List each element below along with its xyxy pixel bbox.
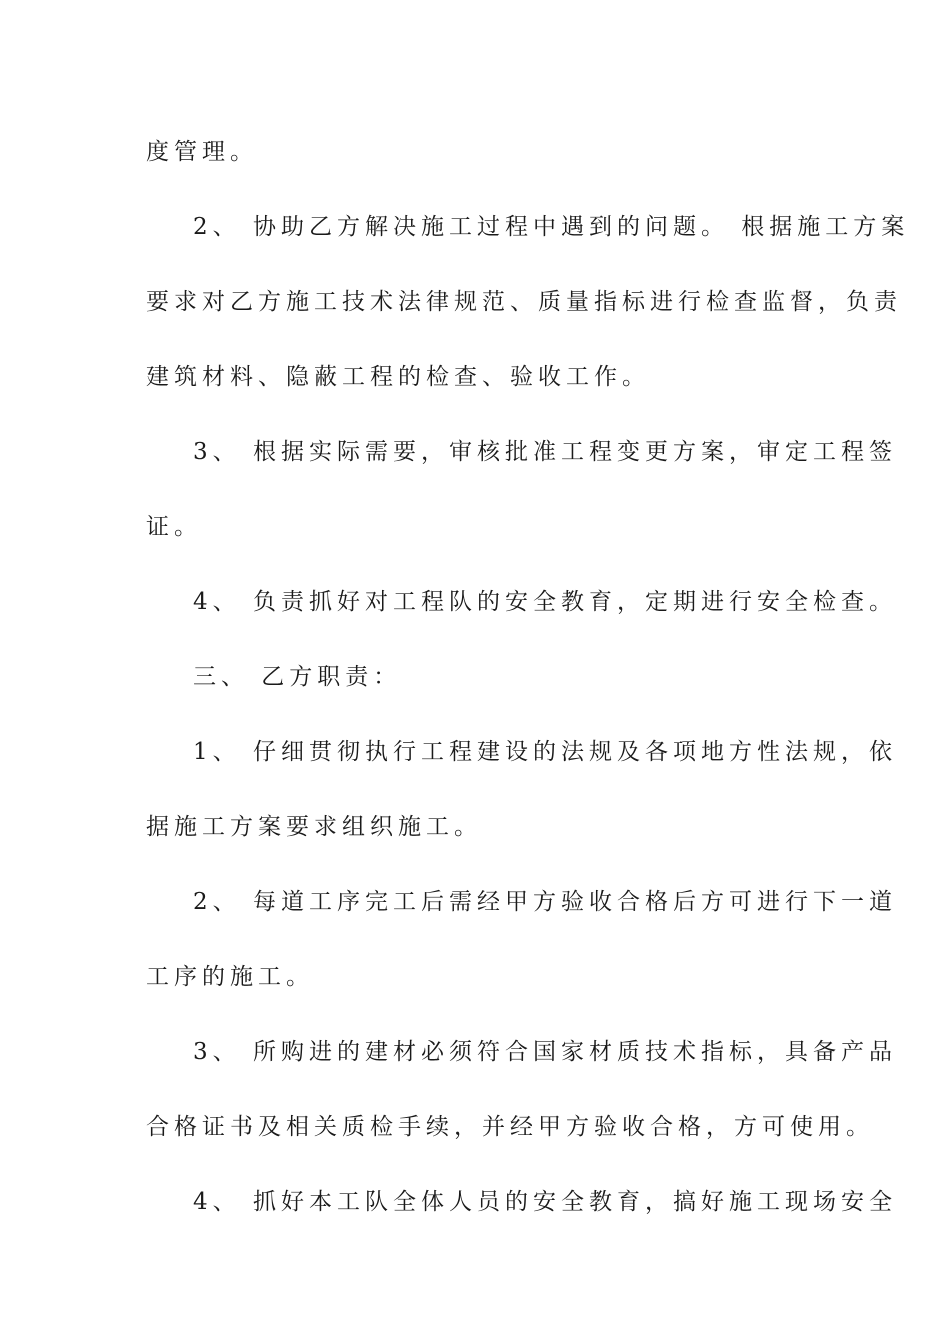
text-line: 证。 — [146, 514, 202, 540]
section-heading: 三、 乙方职责： — [193, 664, 402, 690]
text-line: 3、 所购进的建材必须符合国家材质技术指标，具备产品 — [193, 1039, 897, 1065]
text-line: 3、 根据实际需要，审核批准工程变更方案，审定工程签 — [193, 439, 897, 465]
text-line: 1、 仔细贯彻执行工程建设的法规及各项地方性法规，依 — [193, 739, 897, 765]
text-line: 度管理。 — [146, 139, 258, 165]
text-line: 工序的施工。 — [146, 964, 314, 990]
text-line: 要求对乙方施工技术法律规范、质量指标进行检查监督，负责 — [146, 289, 902, 315]
text-line: 2、 每道工序完工后需经甲方验收合格后方可进行下一道 — [193, 889, 897, 915]
text-line: 据施工方案要求组织施工。 — [146, 814, 482, 840]
text-line: 建筑材料、隐蔽工程的检查、验收工作。 — [146, 364, 650, 390]
text-line: 4、 抓好本工队全体人员的安全教育，搞好施工现场安全 — [193, 1189, 897, 1215]
text-line: 合格证书及相关质检手续，并经甲方验收合格，方可使用。 — [146, 1114, 874, 1140]
text-line: 2、 协助乙方解决施工过程中遇到的问题。 根据施工方案 — [193, 214, 910, 240]
text-line: 4、 负责抓好对工程队的安全教育，定期进行安全检查。 — [193, 589, 897, 615]
